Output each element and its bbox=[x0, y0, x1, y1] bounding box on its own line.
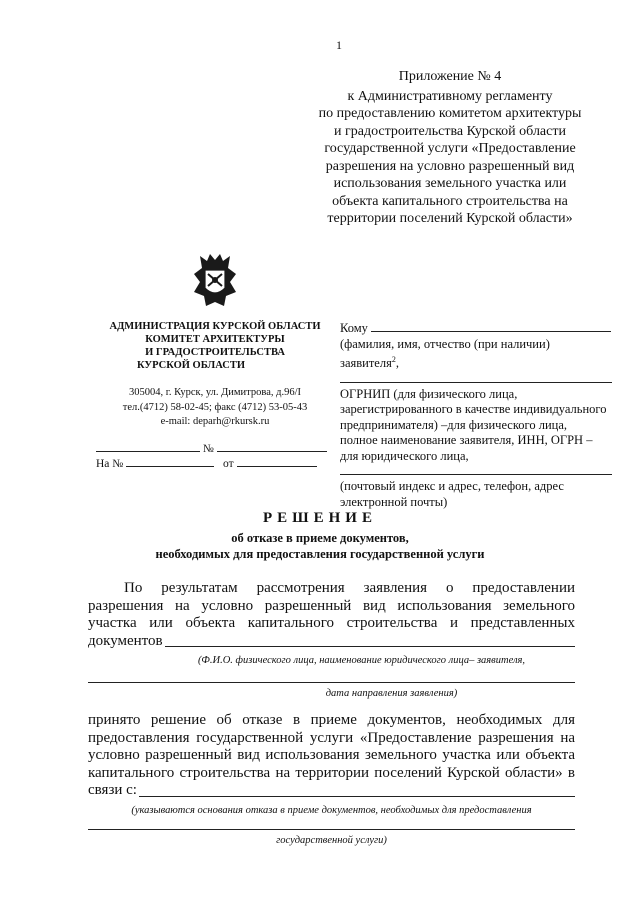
coat-of-arms-icon bbox=[190, 252, 240, 310]
number-blank bbox=[217, 440, 327, 452]
address-note: (почтовый индекс и адрес, телефон, адрес bbox=[340, 479, 564, 494]
outgoing-number-row bbox=[96, 440, 327, 455]
organization-block bbox=[80, 320, 350, 428]
org-phone: тел.(4712) 58-02-45; факс (4712) 53-05-43 bbox=[122, 402, 308, 413]
documents-row bbox=[88, 633, 575, 651]
appendix-header bbox=[300, 68, 600, 228]
reasons-caption: (указываются основания отказа в приеме документов, необходимых для предоставления bbox=[131, 804, 532, 816]
appendix-line: объекта капитального строительства на bbox=[332, 193, 568, 209]
applicant-label: заявителя bbox=[340, 356, 392, 371]
reasons-row bbox=[88, 782, 575, 800]
to-label: Кому bbox=[340, 321, 368, 335]
org-name-line: КОМИТЕТ АРХИТЕКТУРЫ bbox=[145, 334, 285, 345]
subtitle-line: необходимых для предоставления государственной услуги bbox=[155, 547, 485, 561]
paragraph-line: разрешения на условно разрешенный вид использования земельного bbox=[88, 597, 575, 614]
to-row bbox=[340, 320, 620, 337]
recipient-rule bbox=[340, 466, 612, 475]
appendix-line: к Административному регламенту bbox=[347, 88, 553, 104]
ogrnip-line: полное наименование заявителя, ИНН, ОГРН – bbox=[340, 433, 593, 448]
recipient-block bbox=[340, 320, 620, 510]
ogrnip-line: зарегистрированного в качестве индивидуального bbox=[340, 402, 607, 417]
paragraph-line: капитального строительства на территории поселений Курской области» в bbox=[88, 764, 575, 781]
documents-blank bbox=[165, 646, 575, 647]
appendix-line: использования земельного участка или bbox=[333, 176, 567, 191]
paragraph-line: документов bbox=[88, 632, 163, 649]
applicant-row bbox=[340, 352, 620, 372]
footnote-mark: 2 bbox=[391, 355, 396, 364]
org-address: 305004, г. Курск, ул. Димитрова, д.96/I bbox=[129, 387, 301, 398]
org-name-line: АДМИНИСТРАЦИЯ КУРСКОЙ ОБЛАСТИ bbox=[109, 321, 321, 332]
paragraph-line: По результатам рассмотрения заявления о предоставлении bbox=[124, 580, 575, 596]
service-caption: государственной услуги) bbox=[276, 835, 387, 846]
decision-subtitle bbox=[0, 530, 640, 562]
appendix-line: государственной услуги «Предоставление bbox=[324, 141, 576, 156]
org-name-line: КУРСКОЙ ОБЛАСТИ bbox=[136, 360, 246, 371]
reasons-blank bbox=[139, 796, 575, 797]
applicant-comma: , bbox=[395, 356, 399, 371]
date-caption: дата направления заявления) bbox=[325, 687, 458, 699]
paragraph-line: предоставления государственной услуги «Предоставление разрешения на bbox=[88, 729, 575, 746]
number-sign: № bbox=[202, 443, 214, 455]
appendix-line: по предоставлению комитетом архитектуры bbox=[318, 106, 582, 121]
appendix-line: разрешения на условно разрешенный вид bbox=[325, 158, 575, 174]
reasons-rule bbox=[88, 829, 575, 830]
paragraph-line: связи с: bbox=[88, 782, 137, 798]
ogrnip-line: ОГРНИП (для физического лица, bbox=[340, 386, 518, 401]
applicant-rule bbox=[88, 682, 575, 683]
subtitle-line: об отказе в приеме документов, bbox=[231, 531, 409, 545]
from-label: от bbox=[223, 458, 234, 470]
paragraph-review bbox=[88, 580, 575, 702]
reference-blank bbox=[126, 455, 214, 467]
appendix-line: и градостроительства Курской области bbox=[334, 123, 566, 139]
paragraph-line: условно разрешенный вид использования земельного участка или объекта bbox=[88, 747, 575, 763]
appendix-title: Приложение № 4 bbox=[398, 69, 502, 84]
fio-note: (фамилия, имя, отчество (при наличии) bbox=[340, 336, 550, 351]
paragraph-decision bbox=[88, 712, 575, 850]
recipient-rule bbox=[340, 374, 612, 383]
to-blank bbox=[371, 320, 611, 332]
date-blank bbox=[237, 455, 317, 467]
page-number: 1 bbox=[336, 38, 342, 52]
ogrnip-line: для юридического лица, bbox=[340, 448, 469, 463]
org-email: e-mail: deparh@rkursk.ru bbox=[160, 416, 270, 427]
paragraph-line: участка или объекта капитального строительства и представленных bbox=[88, 615, 575, 631]
reference-label: На № bbox=[96, 458, 124, 470]
applicant-caption: (Ф.И.О. физического лица, наименование юридического лица– заявителя, bbox=[197, 655, 526, 666]
paragraph-line: принято решение об отказе в приеме документов, необходимых для bbox=[88, 712, 575, 728]
appendix-line: территории поселений Курской области» bbox=[327, 211, 573, 226]
org-name-line: И ГРАДОСТРОИТЕЛЬСТВА bbox=[145, 347, 285, 358]
number-blank bbox=[96, 440, 200, 452]
decision-title: РЕШЕНИЕ bbox=[263, 510, 377, 526]
address-note: электронной почты) bbox=[340, 494, 448, 509]
ogrnip-line: предпринимателя) –для физического лица, bbox=[340, 417, 568, 432]
reference-row bbox=[96, 455, 317, 470]
